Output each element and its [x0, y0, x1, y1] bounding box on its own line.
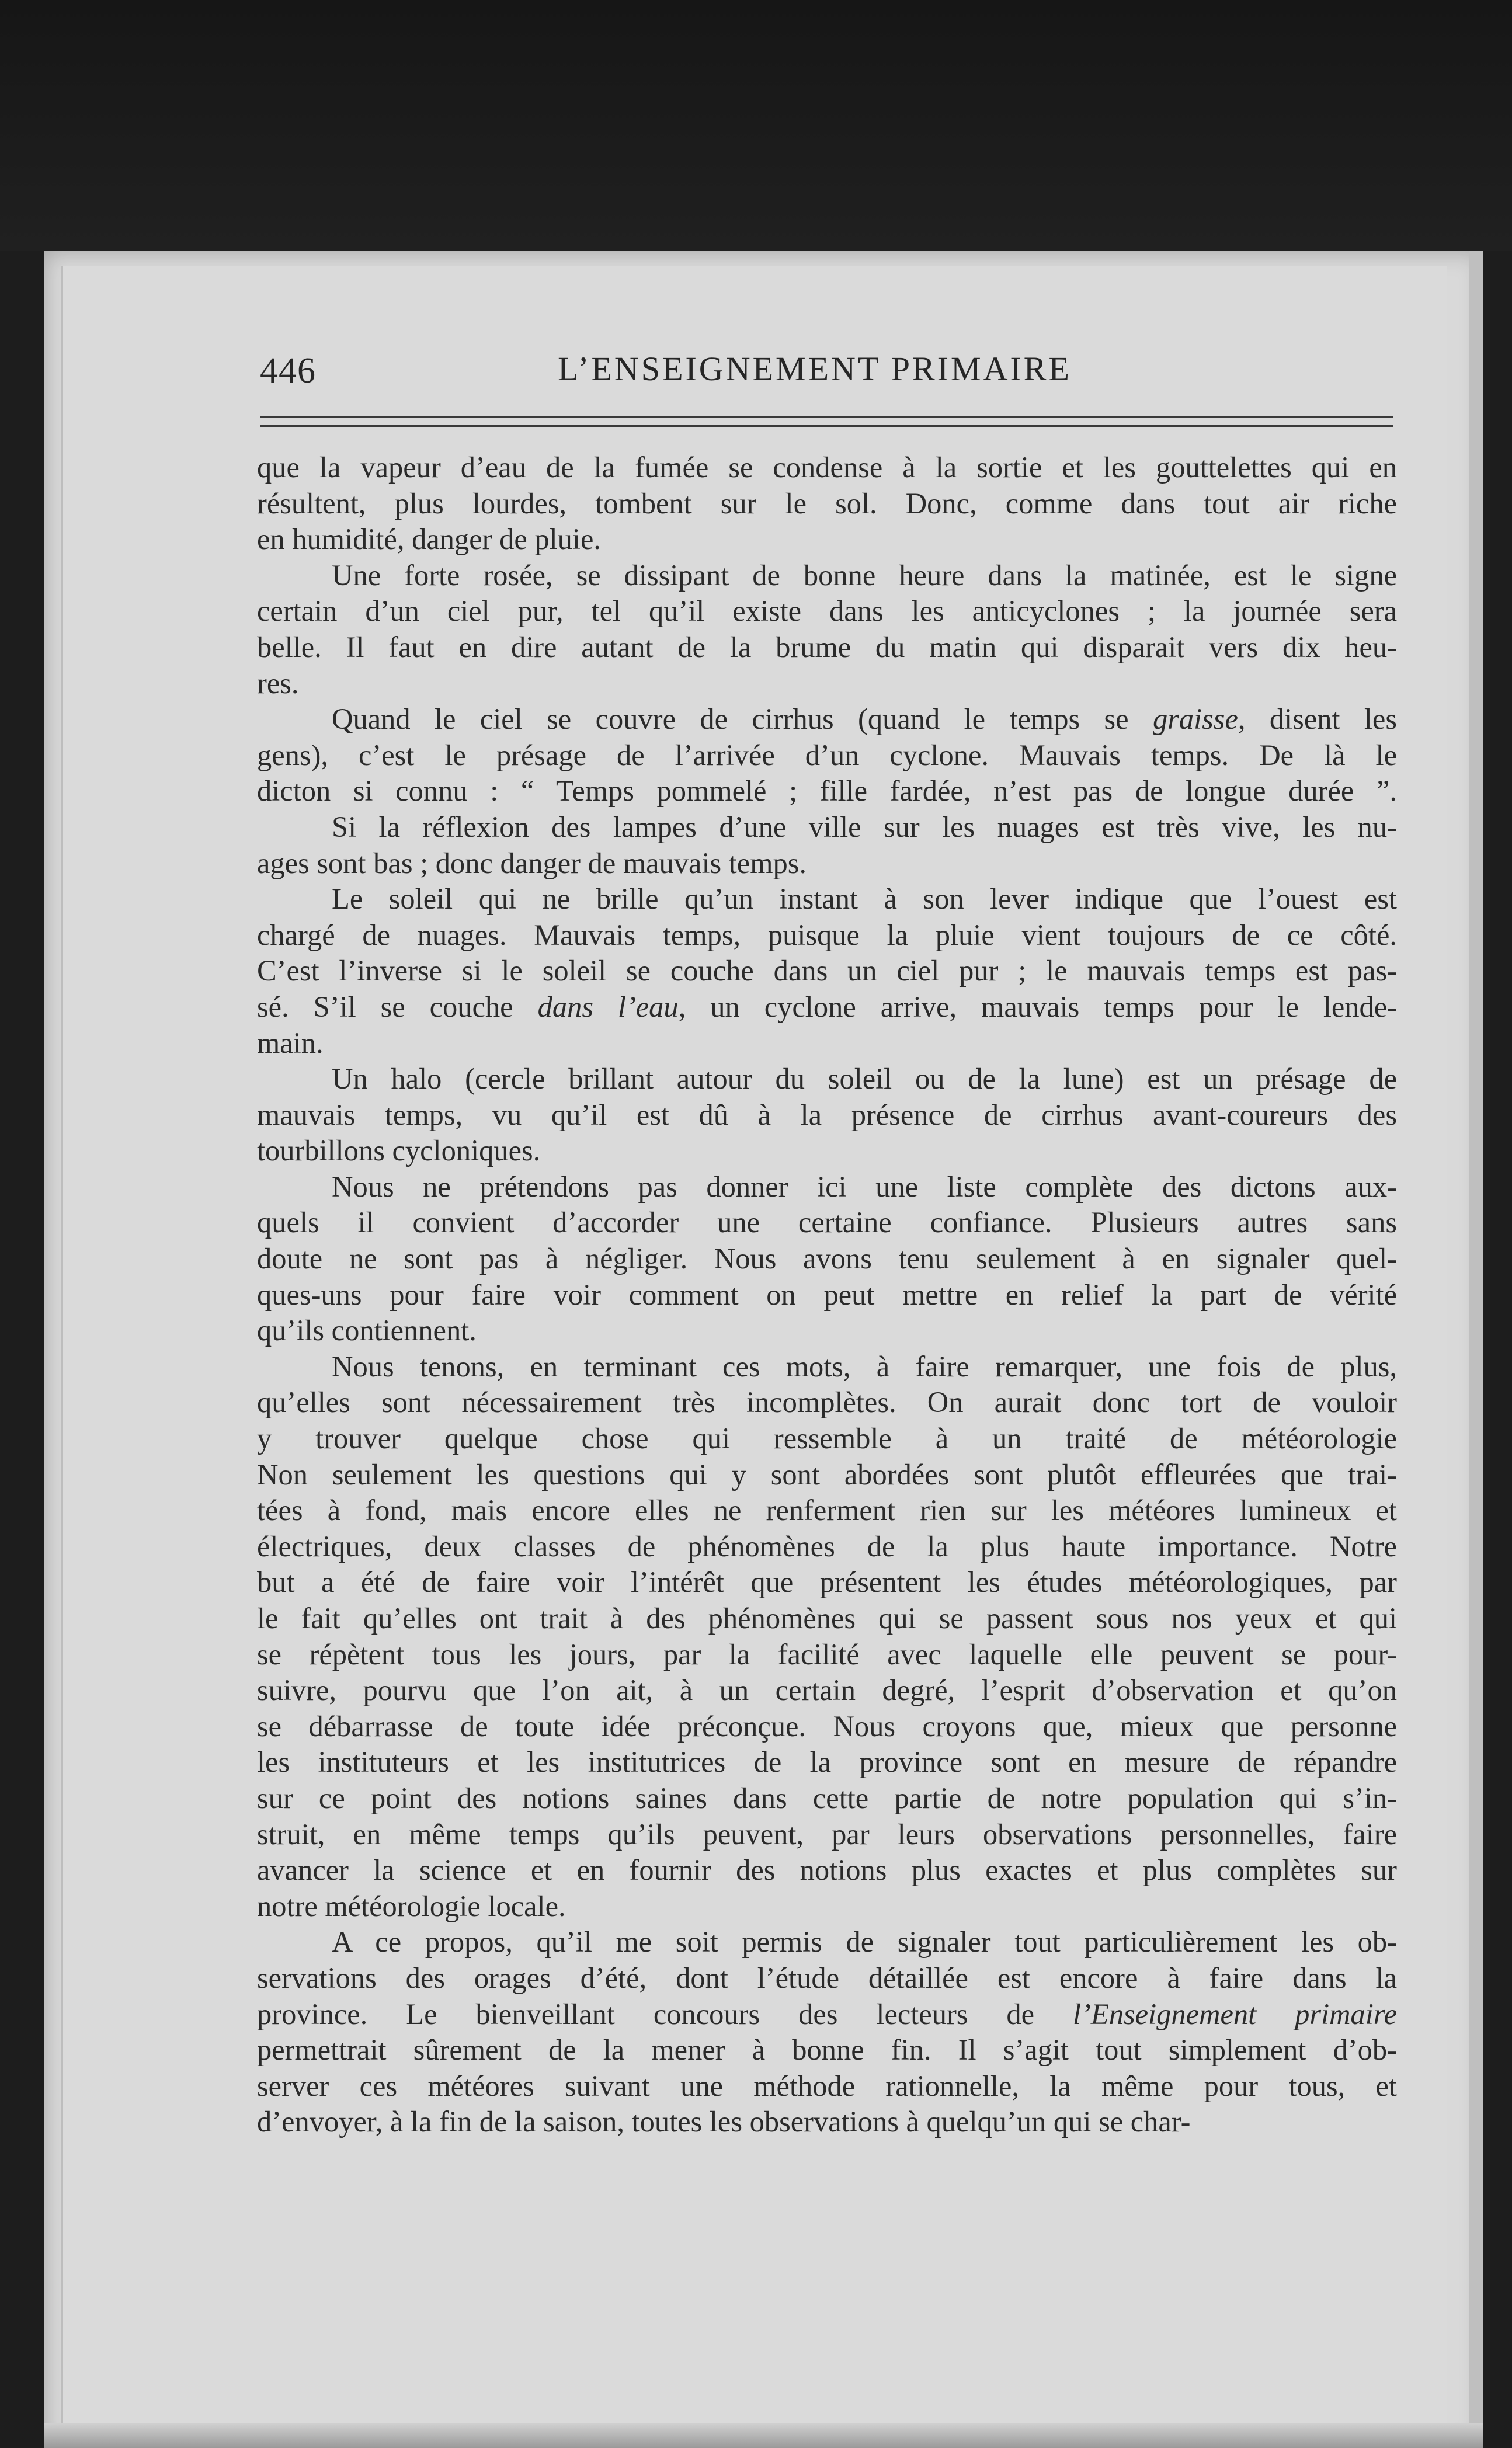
text-line: tées à fond, mais encore elles ne renferment rien sur les météores lumineux et	[257, 1494, 1397, 1527]
text-line: sé. S’il se couche dans l’eau, un cyclone arrive, mauvais temps pour le lende-	[257, 990, 1397, 1023]
text-line: qu’elles sont nécessairement très incomplètes. On aurait donc tort de vouloir	[257, 1386, 1397, 1419]
text-line: certain d’un ciel pur, tel qu’il existe dans les anticyclones ; la journée sera	[257, 594, 1397, 628]
text-line: Le soleil qui ne brille qu’un instant à son lever indique que l’ouest est	[332, 882, 1397, 916]
text-line: qu’ils contiennent.	[257, 1314, 477, 1347]
text-line: A ce propos, qu’il me soit permis de signaler tout particulièrement les ob-	[332, 1925, 1397, 1959]
text-line: struit, en même temps qu’ils peuvent, par leurs observations personnelles, faire	[257, 1817, 1397, 1851]
text-line: chargé de nuages. Mauvais temps, puisque la pluie vient toujours de ce côté.	[257, 918, 1397, 951]
body-text	[257, 450, 1397, 2140]
text-line: Non seulement les questions qui y sont abordées sont plutôt effleurées que trai-	[257, 1458, 1397, 1491]
text-line: dicton si connu : “ Temps pommelé ; fille fardée, n’est pas de longue durée ”.	[257, 774, 1397, 808]
text-line: permettrait sûrement de la mener à bonne fin. Il s’agit tout simplement d’ob-	[257, 2033, 1397, 2067]
page-header	[260, 350, 1396, 397]
text-line: d’envoyer, à la fin de la saison, toutes les observations à quelqu’un qui se char-	[257, 2105, 1191, 2138]
text-line: suivre, pourvu que l’on ait, à un certain degré, l’esprit d’observation et qu’on	[257, 1674, 1397, 1707]
running-title: L’ENSEIGNEMENT PRIMAIRE	[558, 350, 1072, 388]
text-line: que la vapeur d’eau de la fumée se condense à la sortie et les gouttelettes qui en	[257, 451, 1397, 484]
text-line: res.	[257, 666, 299, 700]
text-line: en humidité, danger de pluie.	[257, 523, 601, 556]
text-line: les instituteurs et les institutrices de la province sont en mesure de répandre	[257, 1745, 1397, 1779]
italic-phrase: dans l’eau	[537, 990, 679, 1023]
text-line: belle. Il faut en dire autant de la brume du matin qui disparait vers dix heu-	[257, 630, 1397, 663]
text-line: Une forte rosée, se dissipant de bonne heure dans la matinée, est le signe	[332, 558, 1397, 592]
text-line: Si la réflexion des lampes d’une ville sur les nuages est très vive, les nu-	[332, 810, 1397, 843]
text-line: se répètent tous les jours, par la facilité avec laquelle elle peuvent se pour-	[257, 1637, 1397, 1671]
text-line: main.	[257, 1026, 324, 1059]
page-right-edge	[1469, 251, 1483, 2448]
text-line: notre météorologie locale.	[257, 1889, 566, 1922]
text-line: C’est l’inverse si le soleil se couche dans un ciel pur ; le mauvais temps est pas-	[257, 954, 1397, 987]
text-line: servations des orages d’été, dont l’étude détaillée est encore à faire dans la	[257, 1961, 1397, 1994]
text-line: province. Le bienveillant concours des lecteurs de l’Enseignement primaire	[257, 1997, 1397, 2030]
text-line: le fait qu’elles ont trait à des phénomènes qui se passent sous nos yeux et qui	[257, 1602, 1397, 1635]
text-line: ages sont bas ; donc danger de mauvais temps.	[257, 846, 807, 879]
text-line: tourbillons cycloniques.	[257, 1134, 541, 1167]
text-line: se débarrasse de toute idée préconçue. Nous croyons que, mieux que personne	[257, 1709, 1397, 1743]
page-bottom-shadow	[44, 2423, 1483, 2448]
header-rule-thin	[260, 425, 1393, 427]
text-line: quels il convient d’accorder une certaine confiance. Plusieurs autres sans	[257, 1206, 1397, 1239]
text-line: Nous ne prétendons pas donner ici une liste complète des dictons aux-	[332, 1170, 1397, 1203]
header-rule-thick	[260, 416, 1393, 418]
text-line: gens), c’est le présage de l’arrivée d’un cyclone. Mauvais temps. De là le	[257, 738, 1397, 771]
text-line: sur ce point des notions saines dans cette partie de notre population qui s’in-	[257, 1781, 1397, 1814]
text-line: Un halo (cercle brillant autour du soleil ou de la lune) est un présage de	[332, 1062, 1397, 1096]
text-line: mauvais temps, vu qu’il est dû à la présence de cirrhus avant-coureurs des	[257, 1098, 1397, 1131]
scan-background	[0, 0, 1512, 251]
text-line: électriques, deux classes de phénomènes de la plus haute importance. Notre	[257, 1529, 1397, 1563]
page-number: 446	[260, 351, 316, 391]
text-line: server ces météores suivant une méthode rationnelle, la même pour tous, et	[257, 2069, 1397, 2102]
text-line: Nous tenons, en terminant ces mots, à faire remarquer, une fois de plus,	[332, 1350, 1397, 1383]
text-line: résultent, plus lourdes, tombent sur le sol. Donc, comme dans tout air riche	[257, 486, 1397, 520]
text-line: doute ne sont pas à négliger. Nous avons tenu seulement à en signaler quel-	[257, 1242, 1397, 1275]
text-line: avancer la science et en fournir des notions plus exactes et plus complètes sur	[257, 1854, 1397, 1887]
text-line: but a été de faire voir l’intérêt que présentent les études météorologiques, par	[257, 1566, 1397, 1599]
italic-phrase: l’Enseignement primaire	[1073, 1997, 1397, 2030]
italic-phrase: graisse	[1152, 703, 1238, 736]
text-line: y trouver quelque chose qui ressemble à un traité de météorologie	[257, 1422, 1397, 1455]
text-line: Quand le ciel se couvre de cirrhus (quand le temps se graisse, disent les	[332, 703, 1397, 736]
text-line: ques-uns pour faire voir comment on peut mettre en relief la part de vérité	[257, 1278, 1397, 1311]
